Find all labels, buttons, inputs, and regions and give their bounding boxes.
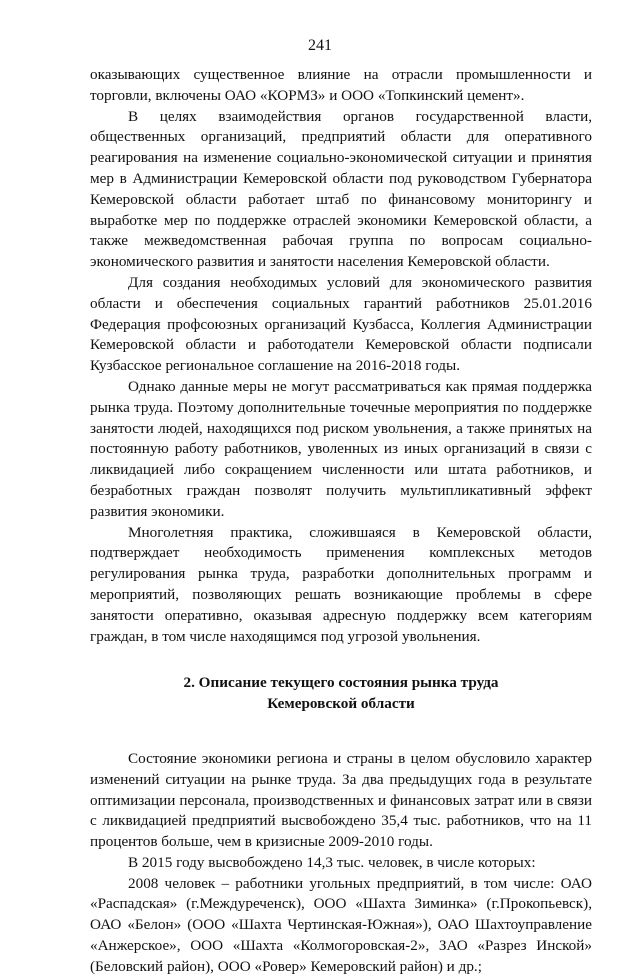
- paragraph-2015-released: В 2015 году высвобождено 14,3 тыс. человек, в числе которых:: [128, 853, 536, 871]
- paragraph-labor-support: Однако данные меры не могут рассматриваться как прямая поддержка рынка труда. Поэтому дополнительные точечные мероприятия по поддержке занятости людей, находящихся под риском увольнения, а также принятых на постоянную работу работников, уволенных из иных организаций в связи с ликвидацией либо сокращением численности или штата работников, и безработных граждан позволят получить мультипликативный эффект развития экономики.: [90, 377, 592, 520]
- section-heading-line1: 2. Описание текущего состояния рынка труда: [183, 674, 499, 692]
- paragraph-headquarters: В целях взаимодействия органов государственной власти, общественных организаций, предприятий области для оперативного реагирования на изменение социально-экономической ситуации и принятия мер в Администрации Кемеровской области под руководством Губернатора Кемеровской области работает штаб по финансовому мониторингу и выработке мер по поддержке отраслей экономики Кемеровской области, а также межведомственная рабочая группа по вопросам социально-экономического развития и занятости населения Кемеровской области.: [90, 107, 592, 271]
- paragraph-continuation: оказывающих существенное влияние на отрасли промышленности и торговли, включены ОАО «КОРМЗ» и ООО «Топкинский цемент».: [90, 66, 592, 104]
- section-heading-line2: Кемеровской области: [267, 695, 415, 713]
- document-body: [90, 65, 592, 978]
- page-number: 241: [308, 37, 332, 54]
- paragraph-regional-agreement: Для создания необходимых условий для экономического развития области и обеспечения социальных гарантий работников 25.01.2016 Федерация профсоюзных организаций Кузбасса, Коллегия Администрации Кемеровской области и работодатели Кемеровской области подписали Кузбасское региональное соглашение на 2016-2018 годы.: [90, 273, 592, 375]
- paragraph-economy-state: Состояние экономики региона и страны в целом обусловило характер изменений ситуации на рынке труда. За два предыдущих года в результате оптимизации персонала, производственных и финансовых затрат или в связи с ликвидацией предприятий высвобождено 35,4 тыс. работников, что на 11 процентов больше, чем в кризисные 2009-2010 годы.: [90, 749, 592, 851]
- paragraph-practice: Многолетняя практика, сложившаяся в Кемеровской области, подтверждает необходимость применения комплексных методов регулирования рынка труда, разработки дополнительных программ и мероприятий, позволяющих решать возникающие проблемы в сфере занятости оперативно, оказывая адресную поддержку всем категориям граждан, в том числе находящимся под угрозой увольнения.: [90, 523, 592, 645]
- section-heading: [90, 673, 592, 715]
- paragraph-coal-workers: 2008 человек – работники угольных предприятий, в том числе: ОАО «Распадская» (г.Междуреченск), ООО «Шахта Зиминка» (г.Прокопьевск), ОАО «Белон» (ООО «Шахта Чертинская-Южная»), ОАО Шахтоуправление «Анжерское», ООО «Шахта «Колмогоровская-2», ЗАО «Разрез Инской» (Беловский район), ООО «Ровер» Кемеровский район) и др.;: [90, 874, 592, 975]
